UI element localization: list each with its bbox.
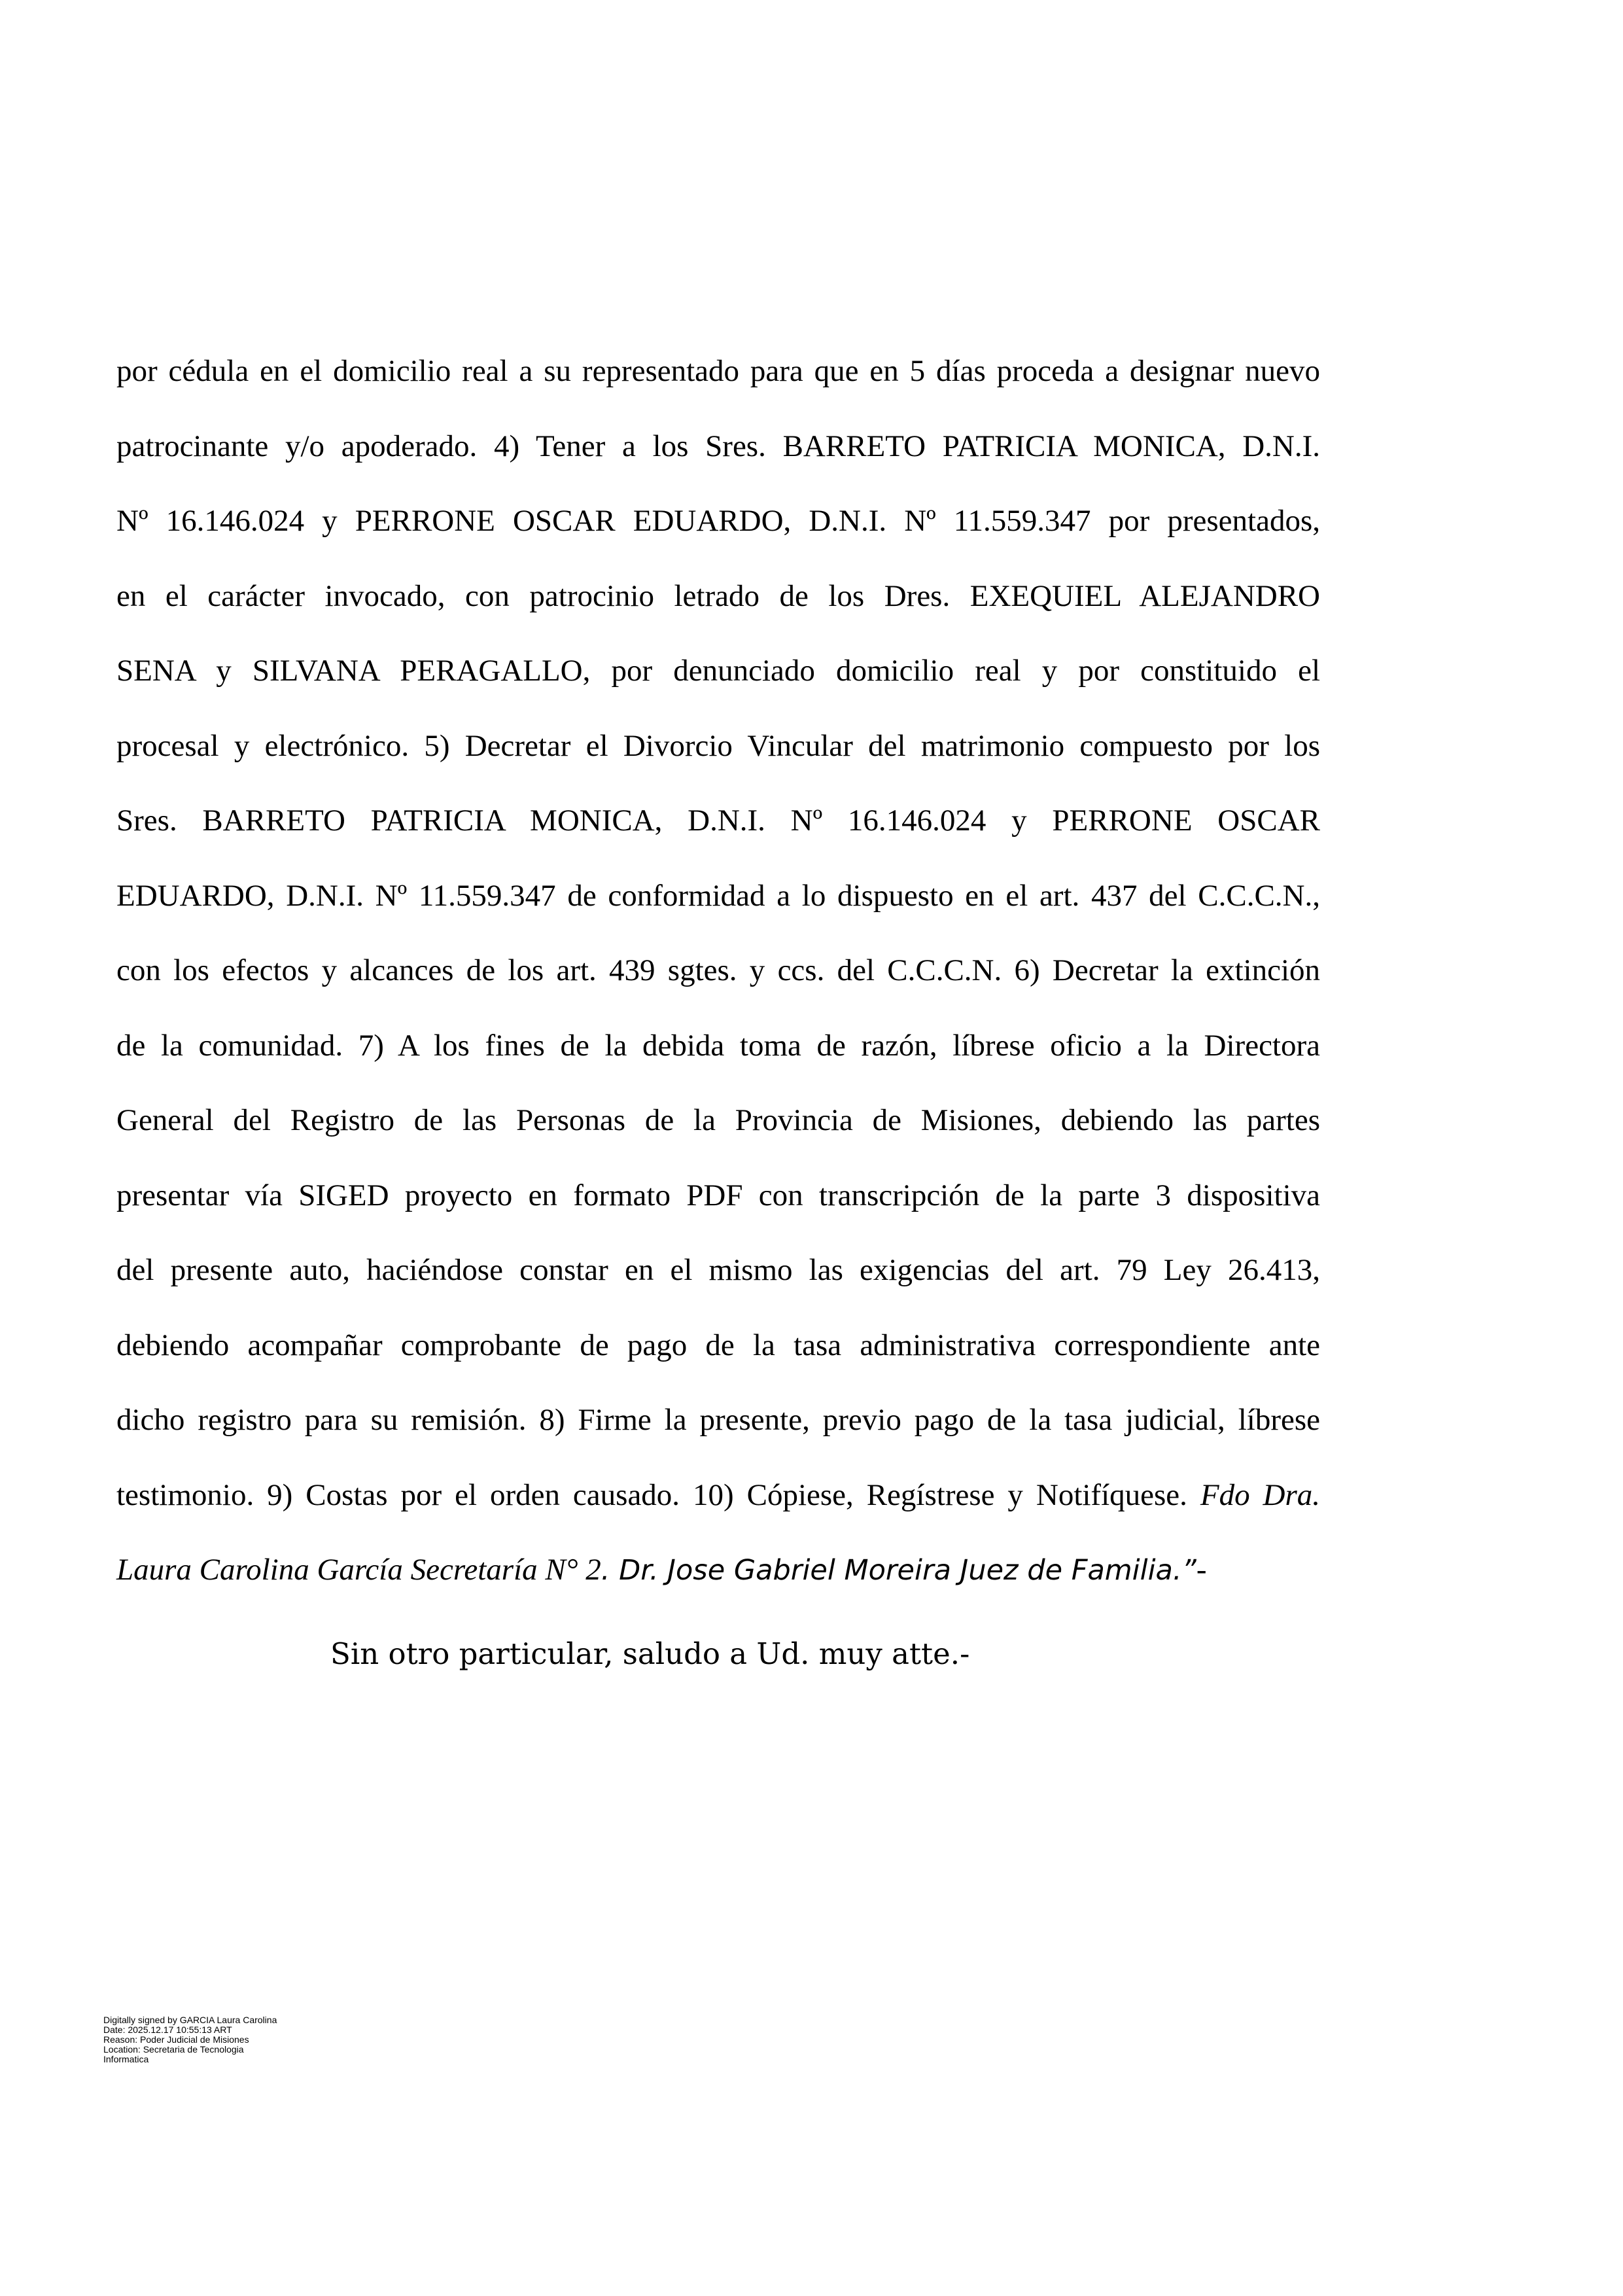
secretary-name: Laura Carolina García Secretaría N° 2 (116, 1553, 601, 1587)
costas-text: testimonio. 9) Costas por el orden causado. 10) Cópiese, Regístrese y Notifíquese. (116, 1477, 1200, 1512)
signatory-intro: Fdo Dra. (1200, 1477, 1320, 1512)
body-line-8: EDUARDO, D.N.I. Nº 11.559.347 de conformidad a lo dispuesto en el art. 437 del C.C.C.N., (116, 878, 1320, 913)
signature-location-cont: Informatica (103, 2054, 149, 2064)
body-line-14: debiendo acompañar comprobante de pago de la tasa administrativa correspondiente ante (116, 1328, 1320, 1362)
body-line-13: del presente auto, haciéndose constar en el mismo las exigencias del art. 79 Ley 26.413, (116, 1253, 1320, 1287)
signature-date: Date: 2025.12.17 10:55:13 ART (103, 2024, 232, 2035)
body-line-16 (116, 1458, 1320, 1533)
body-line-15: dicho registro para su remisión. 8) Firme la presente, previo pago de la tasa judicial, líbrese (116, 1403, 1320, 1437)
body-line-17 (116, 1532, 1320, 1608)
body-line-2: patrocinante y/o apoderado. 4) Tener a los Sres. BARRETO PATRICIA MONICA, D.N.I. (116, 429, 1320, 463)
body-line-6: procesal y electrónico. 5) Decretar el Divorcio Vincular del matrimonio compuesto por los (116, 728, 1320, 763)
body-line-9: con los efectos y alcances de los art. 439 sgtes. y ccs. del C.C.C.N. 6) Decretar la extinción (116, 953, 1320, 987)
body-line-7: Sres. BARRETO PATRICIA MONICA, D.N.I. Nº 16.146.024 y PERRONE OSCAR (116, 804, 1320, 838)
body-line-12: presentar vía SIGED proyecto en formato PDF con transcripción de la parte 3 dispositiva (116, 1178, 1320, 1212)
closing-salutation: Sin otro particular, saludo a Ud. muy atte.- (330, 1636, 970, 1671)
body-line-1: por cédula en el domicilio real a su representado para que en 5 días proceda a designar nuevo (116, 354, 1320, 388)
digital-signature-stamp (103, 2015, 277, 2064)
body-line-4: en el carácter invocado, con patrocinio letrado de los Dres. EXEQUIEL ALEJANDRO (116, 578, 1320, 613)
body-line-3: Nº 16.146.024 y PERRONE OSCAR EDUARDO, D.N.I. Nº 11.559.347 por presentados, (116, 504, 1320, 538)
judge-name: . Dr. Jose Gabriel Moreira Juez de Familia.” (601, 1554, 1196, 1587)
signature-reason: Reason: Poder Judicial de Misiones (103, 2034, 249, 2045)
signature-location: Location: Secretaria de Tecnologia (103, 2044, 244, 2055)
body-line-5: SENA y SILVANA PERAGALLO, por denunciado domicilio real y por constituido el (116, 654, 1320, 688)
signed-by: Digitally signed by GARCIA Laura Carolina (103, 2015, 277, 2025)
body-line-10: de la comunidad. 7) A los fines de la debida toma de razón, líbrese oficio a la Directora (116, 1028, 1320, 1063)
body-line-11: General del Registro de las Personas de la Provincia de Misiones, debiendo las partes (116, 1103, 1320, 1137)
line-end-dash: - (1196, 1553, 1207, 1587)
document-body (116, 334, 1320, 1608)
